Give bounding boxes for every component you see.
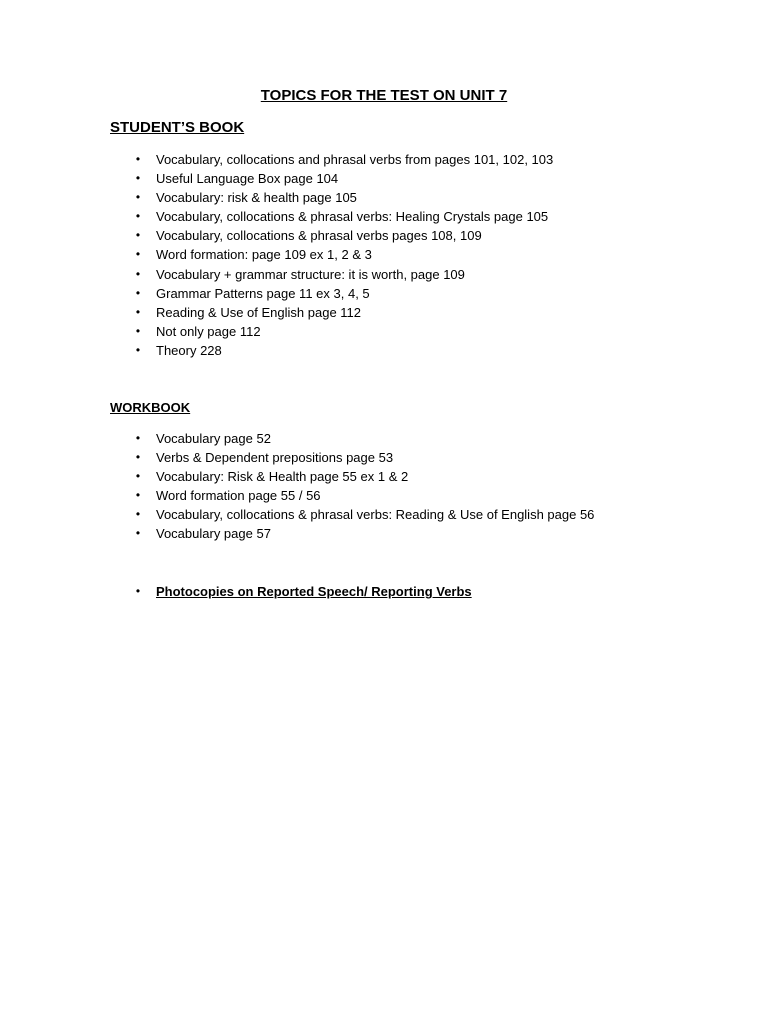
list-item bbox=[110, 207, 553, 226]
bullet-icon: • bbox=[135, 247, 141, 262]
list-item-text: Not only page 112 bbox=[156, 323, 261, 339]
list-item-text: Word formation page 55 / 56 bbox=[156, 488, 321, 504]
bullet-icon: • bbox=[135, 507, 141, 522]
students-book-list bbox=[110, 150, 553, 360]
list-item bbox=[110, 429, 594, 448]
bullet-icon: • bbox=[135, 285, 141, 300]
bullet-icon: • bbox=[135, 450, 141, 465]
list-item bbox=[110, 245, 553, 264]
bullet-icon: • bbox=[135, 266, 141, 281]
bullet-icon: • bbox=[135, 526, 141, 541]
list-item-text: Useful Language Box page 104 bbox=[156, 171, 339, 187]
list-item bbox=[110, 505, 594, 524]
bullet-icon: • bbox=[135, 342, 141, 357]
bullet-icon: • bbox=[135, 584, 141, 598]
list-item bbox=[110, 303, 553, 322]
list-item-text: Verbs & Dependent prepositions page 53 bbox=[156, 450, 394, 466]
bullet-icon: • bbox=[135, 228, 141, 243]
list-item bbox=[110, 341, 553, 360]
list-item-text: Photocopies on Reported Speech/ Reporting Verbs bbox=[156, 584, 472, 599]
list-item bbox=[110, 448, 594, 467]
list-item bbox=[110, 486, 594, 505]
bullet-icon: • bbox=[135, 469, 141, 484]
list-item bbox=[110, 322, 553, 341]
list-item bbox=[110, 265, 553, 284]
list-item-text: Vocabulary: risk & health page 105 bbox=[156, 190, 357, 206]
list-item-text: Vocabulary page 57 bbox=[156, 526, 271, 542]
bullet-icon: • bbox=[135, 431, 141, 445]
bullet-icon: • bbox=[135, 209, 141, 224]
list-item bbox=[110, 169, 553, 188]
list-item bbox=[110, 467, 594, 486]
list-item-text: Vocabulary + grammar structure: it is worth, page 109 bbox=[156, 266, 465, 282]
list-item bbox=[110, 284, 553, 303]
photocopies-list bbox=[110, 582, 472, 601]
list-item-text: Vocabulary: Risk & Health page 55 ex 1 & 2 bbox=[156, 469, 409, 485]
list-item bbox=[110, 150, 553, 169]
bullet-icon: • bbox=[135, 304, 141, 319]
list-item-text: Grammar Patterns page 11 ex 3, 4, 5 bbox=[156, 285, 370, 301]
list-item-text: Vocabulary, collocations & phrasal verbs: Healing Crystals page 105 bbox=[156, 209, 549, 225]
list-item-text: Vocabulary, collocations & phrasal verbs pages 108, 109 bbox=[156, 228, 482, 244]
list-item-text: Vocabulary page 52 bbox=[156, 431, 271, 446]
list-item bbox=[110, 226, 553, 245]
list-item-text: Vocabulary, collocations & phrasal verbs: Reading & Use of English page 56 bbox=[156, 507, 595, 523]
bullet-icon: • bbox=[135, 323, 141, 338]
list-item-text: Word formation: page 109 ex 1, 2 & 3 bbox=[156, 247, 372, 263]
bullet-icon: • bbox=[135, 488, 141, 503]
list-item bbox=[110, 582, 472, 601]
bullet-icon: • bbox=[135, 171, 141, 186]
page-title: TOPICS FOR THE TEST ON UNIT 7 bbox=[260, 87, 508, 104]
bullet-icon: • bbox=[135, 190, 141, 205]
list-item-text: Vocabulary, collocations and phrasal verbs from pages 101, 102, 103 bbox=[156, 152, 554, 167]
list-item bbox=[110, 524, 594, 543]
list-item-text: Theory 228 bbox=[156, 342, 222, 358]
bullet-icon: • bbox=[135, 152, 141, 166]
students-book-heading: STUDENT’S BOOK bbox=[110, 119, 245, 136]
list-item bbox=[110, 188, 553, 207]
workbook-list bbox=[110, 429, 594, 544]
workbook-heading: WORKBOOK bbox=[110, 400, 191, 415]
list-item-text: Reading & Use of English page 112 bbox=[156, 304, 362, 320]
